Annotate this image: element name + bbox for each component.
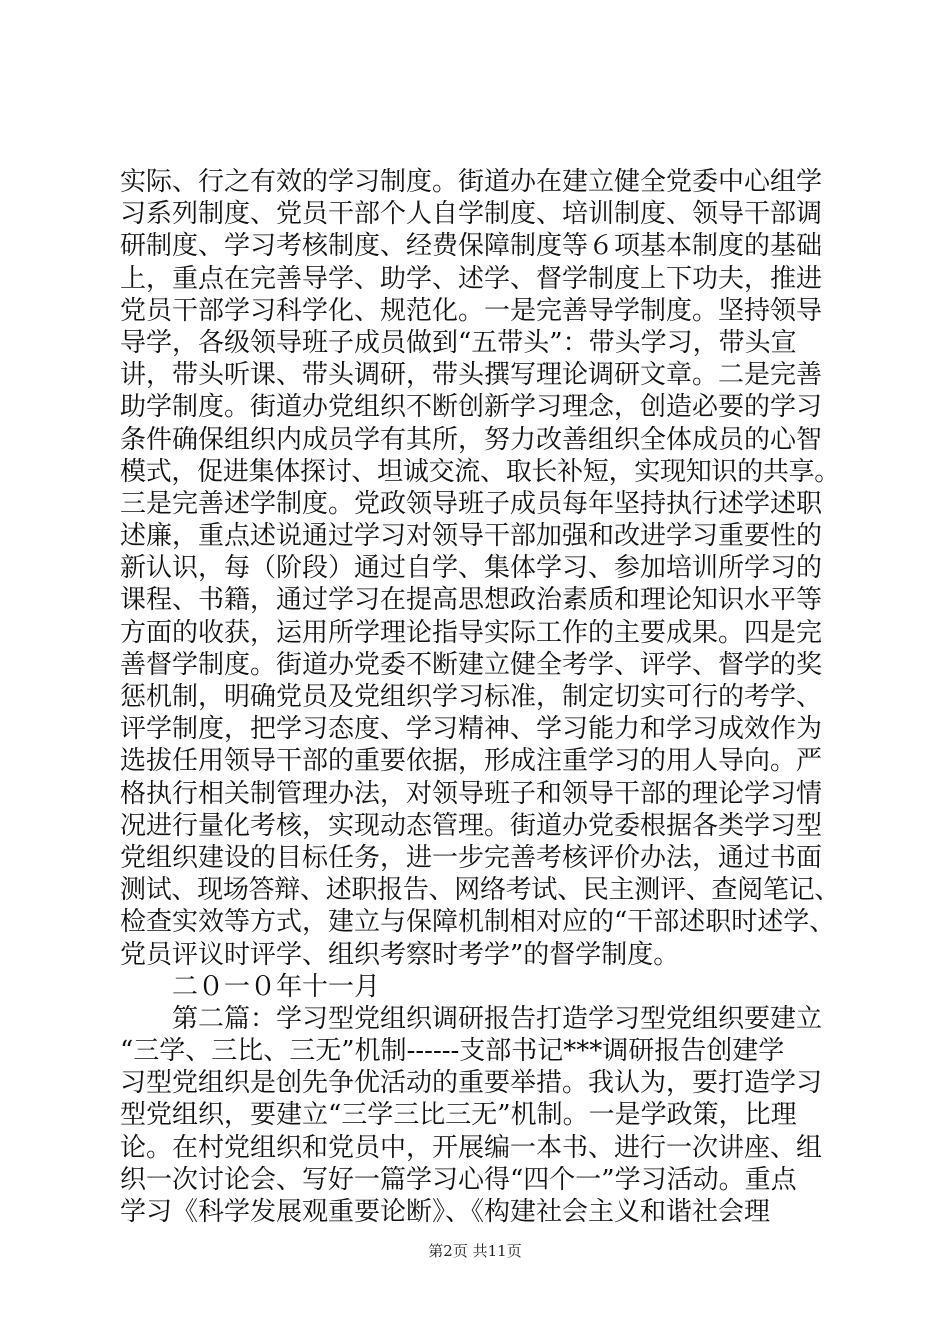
text-line: 善督学制度。街道办党委不断建立健全考学、评学、督学的奖 <box>120 649 823 680</box>
text-line: “三学、三比、三无”机制------支部书记***调研报告创建学 <box>120 1036 785 1067</box>
text-line: 方面的收获，运用所学理论指导实际工作的主要成果。四是完 <box>120 617 823 648</box>
text-line: 导学，各级领导班子成员做到“五带头”：带头学习，带头宣 <box>120 327 797 358</box>
text-line: 模式，促进集体探讨、坦诚交流、取长补短，实现知识的共享。 <box>120 456 841 487</box>
text-line: 习型党组织是创先争优活动的重要举措。我认为，要打造学习 <box>120 1068 823 1099</box>
text-line: 检查实效等方式，建立与保障机制相对应的“干部述职时述学、 <box>120 907 836 938</box>
text-line: 第二篇：学习型党组织调研报告打造学习型党组织要建立 <box>120 1003 823 1034</box>
document-body <box>120 166 840 1228</box>
text-line: 讲，带头听课、带头调研，带头撰写理论调研文章。二是完善 <box>120 360 823 391</box>
text-line: 实际、行之有效的学习制度。街道办在建立健全党委中心组学 <box>120 167 823 197</box>
text-line: 况进行量化考核，实现动态管理。街道办党委根据各类学习型 <box>120 810 823 841</box>
text-line: 课程、书籍，通过学习在提高思想政治素质和理论知识水平等 <box>120 585 823 616</box>
text-line: 织一次讨论会、写好一篇学习心得“四个一”学习活动。重点 <box>120 1164 797 1195</box>
text-line: 习系列制度、党员干部个人自学制度、培训制度、领导干部调 <box>120 199 823 230</box>
text-line: 格执行相关制管理办法，对领导班子和领导干部的理论学习情 <box>120 778 823 809</box>
text-line: 测试、现场答辩、述职报告、网络考试、民主测评、查阅笔记、 <box>120 875 841 906</box>
text-line: 研制度、学习考核制度、经费保障制度等６项基本制度的基础 <box>120 231 823 262</box>
text-line: 型党组织，要建立“三学三比三无”机制。一是学政策，比理 <box>120 1100 797 1131</box>
text-line: 二０一０年十一月 <box>120 971 381 1002</box>
text-line: 新认识，每（阶段）通过自学、集体学习、参加培训所学习的 <box>120 553 823 584</box>
text-line: 学习《科学发展观重要论断》、《构建社会主义和谐社会理 <box>120 1197 771 1227</box>
text-line: 党员干部学习科学化、规范化。一是完善导学制度。坚持领导 <box>120 295 823 326</box>
text-line: 选拔任用领导干部的重要依据，形成注重学习的用人导向。严 <box>120 746 823 777</box>
text-line: 助学制度。街道办党组织不断创新学习理念，创造必要的学习 <box>120 392 823 423</box>
page-number: 第2页 共11页 <box>428 1242 522 1260</box>
text-line: 评学制度，把学习态度、学习精神、学习能力和学习成效作为 <box>120 714 823 745</box>
text-line: 述廉，重点述说通过学习对领导干部加强和改进学习重要性的 <box>120 521 823 552</box>
text-line: 党组织建设的目标任务，进一步完善考核评价办法，通过书面 <box>120 842 823 873</box>
page-footer <box>0 1240 950 1261</box>
text-line: 三是完善述学制度。党政领导班子成员每年坚持执行述学述职 <box>120 488 823 519</box>
text-line: 论。在村党组织和党员中，开展编一本书、进行一次讲座、组 <box>120 1132 823 1163</box>
text-line: 惩机制，明确党员及党组织学习标准，制定切实可行的考学、 <box>120 682 823 712</box>
text-line: 上，重点在完善导学、助学、述学、督学制度上下功夫，推进 <box>120 263 823 294</box>
text-line: 党员评议时评学、组织考察时考学”的督学制度。 <box>120 939 680 970</box>
text-line: 条件确保组织内成员学有其所，努力改善组织全体成员的心智 <box>120 424 823 455</box>
